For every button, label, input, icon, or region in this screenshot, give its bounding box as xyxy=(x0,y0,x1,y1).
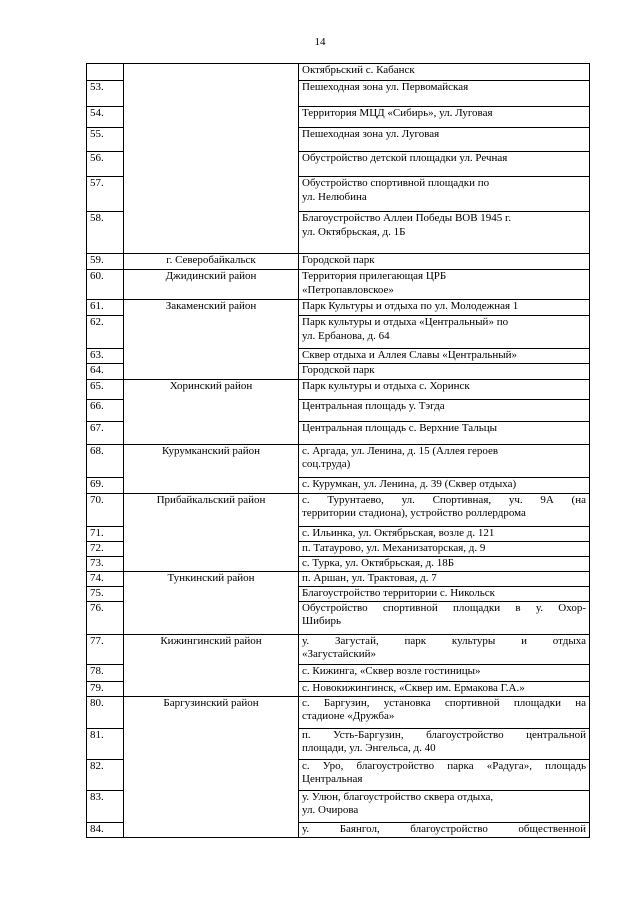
object-text-line: с. Курумкан, ул. Ленина, д. 39 (Сквер отдыха) xyxy=(302,477,517,490)
row-number: 73. xyxy=(87,556,124,571)
object-text-line: ул. Октябрьская, д. 1Б xyxy=(302,225,406,238)
object-text-line: Благоустройство территории с. Никольск xyxy=(302,586,495,599)
object-cell xyxy=(299,254,590,270)
row-number: 59. xyxy=(87,254,124,270)
object-cell xyxy=(299,363,590,379)
object-text-line: Центральная площадь у. Тэгда xyxy=(302,399,445,412)
row-number: 72. xyxy=(87,541,124,556)
object-text-line: п. Татаурово, ул. Механизаторская, д. 9 xyxy=(302,541,486,554)
row-number: 74. xyxy=(87,571,124,586)
object-cell xyxy=(299,128,590,152)
district-cell: Тункинский район xyxy=(124,571,299,634)
row-number: 80. xyxy=(87,696,124,728)
row-number: 67. xyxy=(87,421,124,444)
object-text-line: Парк культуры и отдыха с. Хоринск xyxy=(302,379,470,392)
table-row xyxy=(87,64,590,81)
row-number: 53. xyxy=(87,81,124,107)
row-number: 70. xyxy=(87,493,124,526)
object-text-line: «Петропавловское» xyxy=(302,283,394,296)
row-number: 66. xyxy=(87,399,124,421)
row-number: 71. xyxy=(87,526,124,541)
object-cell xyxy=(299,107,590,128)
object-text-line: Благоустройство Аллеи Победы ВОВ 1945 г. xyxy=(302,212,512,224)
object-text-line: Пешеходная зона ул. Первомайская xyxy=(302,81,469,93)
row-number: 56. xyxy=(87,152,124,177)
object-text-line: территории стадиона), устройство роллердрома xyxy=(302,507,526,519)
object-cell xyxy=(299,586,590,601)
district-cell: Кижингинский район xyxy=(124,634,299,696)
row-number: 64. xyxy=(87,363,124,379)
object-text-line: Парк Культуры и отдыха по ул. Молодежная 1 xyxy=(302,300,519,312)
object-text-line: с. Уро, благоустройство парка «Радуга», площадь xyxy=(302,759,586,772)
object-cell xyxy=(299,601,590,634)
object-text-line: у. Улюн, благоустройство сквера отдыха, xyxy=(302,790,494,803)
district-cell: Закаменский район xyxy=(124,300,299,380)
object-text-line: с. Ильинка, ул. Октябрьская, возле д. 121 xyxy=(302,526,495,539)
object-cell xyxy=(299,541,590,556)
object-cell xyxy=(299,270,590,300)
object-text-line: п. Усть-Баргузин, благоустройство центральной xyxy=(302,728,586,741)
table-row xyxy=(87,493,590,526)
page-number: 14 xyxy=(314,36,326,48)
object-cell xyxy=(299,444,590,477)
object-text-line: ул. Ербанова, д. 64 xyxy=(302,329,390,342)
object-cell xyxy=(299,634,590,664)
object-text-line: Октябрьский с. Кабанск xyxy=(302,64,415,76)
object-cell xyxy=(299,152,590,177)
object-text-line: площади, ул. Энгельса, д. 40 xyxy=(302,742,436,754)
table-body xyxy=(87,64,590,838)
district-cell: Курумканский район xyxy=(124,444,299,493)
district-cell: Хоринский район xyxy=(124,379,299,444)
table-row xyxy=(87,571,590,586)
object-cell xyxy=(299,571,590,586)
object-text-line: Центральная площадь с. Верхние Тальцы xyxy=(302,421,498,434)
object-text-line: соц.труда) xyxy=(302,458,351,470)
object-text-line: Обустройство детской площадки ул. Речная xyxy=(302,152,508,164)
object-text-line: Городской парк xyxy=(302,363,375,376)
object-text-line: «Загустайский» xyxy=(302,648,376,660)
row-number: 68. xyxy=(87,444,124,477)
object-text-line: Парк культуры и отдыха «Центральный» по xyxy=(302,316,509,328)
object-text-line: Территория прилегающая ЦРБ xyxy=(302,270,447,282)
district-cell: Джидинский район xyxy=(124,270,299,300)
object-text-line: п. Аршан, ул. Трактовая, д. 7 xyxy=(302,571,437,584)
row-number: 60. xyxy=(87,270,124,300)
table-row xyxy=(87,270,590,300)
object-cell xyxy=(299,212,590,254)
row-number: 55. xyxy=(87,128,124,152)
object-text-line: Шибирь xyxy=(302,615,341,627)
object-text-line: ул. Нелюбина xyxy=(302,190,367,203)
object-text-line: с. Новокижингинск, «Сквер им. Ермакова Г.А.» xyxy=(302,681,525,694)
object-text-line: у. Загустай, парк культуры и отдыха xyxy=(302,634,586,647)
object-cell xyxy=(299,526,590,541)
object-cell xyxy=(299,421,590,444)
object-cell xyxy=(299,300,590,316)
district-cell: Прибайкальский район xyxy=(124,493,299,571)
object-cell xyxy=(299,759,590,790)
object-cell xyxy=(299,681,590,696)
object-text-line: Обустройство спортивной площадки по xyxy=(302,177,490,189)
object-text-line: с. Турка, ул. Октябрьская, д. 18Б xyxy=(302,556,455,569)
object-cell xyxy=(299,399,590,421)
object-cell xyxy=(299,556,590,571)
row-number: 79. xyxy=(87,681,124,696)
object-text-line: с. Турунтаево, ул. Спортивная, уч. 9А (на xyxy=(302,493,586,506)
district-cell xyxy=(124,64,299,254)
row-number: 78. xyxy=(87,664,124,681)
object-cell xyxy=(299,379,590,399)
object-cell xyxy=(299,822,590,837)
row-number xyxy=(87,64,124,81)
object-text-line: Пешеходная зона ул. Луговая xyxy=(302,128,440,140)
object-text-line: Обустройство спортивной площадки в у. Охор- xyxy=(302,601,586,614)
table-row xyxy=(87,634,590,664)
row-number: 54. xyxy=(87,107,124,128)
table-row xyxy=(87,300,590,316)
row-number: 63. xyxy=(87,349,124,364)
object-text-line: Центральная xyxy=(302,773,363,785)
object-text-line: у. Баянгол, благоустройство общественной xyxy=(302,822,586,835)
objects-table xyxy=(86,63,590,838)
object-text-line: Городской парк xyxy=(302,254,375,266)
object-text-line: с. Баргузин, установка спортивной площадки на xyxy=(302,696,586,709)
district-cell: г. Северобайкальск xyxy=(124,254,299,270)
row-number: 65. xyxy=(87,379,124,399)
object-cell xyxy=(299,790,590,822)
row-number: 83. xyxy=(87,790,124,822)
row-number: 61. xyxy=(87,300,124,316)
object-cell xyxy=(299,64,590,81)
row-number: 58. xyxy=(87,212,124,254)
object-cell xyxy=(299,728,590,759)
object-cell xyxy=(299,477,590,493)
table-row xyxy=(87,254,590,270)
object-text-line: с. Аргада, ул. Ленина, д. 15 (Аллея героев xyxy=(302,444,499,457)
row-number: 84. xyxy=(87,822,124,837)
row-number: 69. xyxy=(87,477,124,493)
table-row xyxy=(87,379,590,399)
object-cell xyxy=(299,493,590,526)
table-row xyxy=(87,444,590,477)
row-number: 62. xyxy=(87,316,124,349)
object-text-line: Территория МЦД «Сибирь», ул. Луговая xyxy=(302,107,493,119)
row-number: 75. xyxy=(87,586,124,601)
object-cell xyxy=(299,177,590,212)
row-number: 81. xyxy=(87,728,124,759)
object-cell xyxy=(299,696,590,728)
object-cell xyxy=(299,81,590,107)
object-cell xyxy=(299,316,590,349)
table-row xyxy=(87,696,590,728)
row-number: 76. xyxy=(87,601,124,634)
row-number: 82. xyxy=(87,759,124,790)
object-text-line: ул. Очирова xyxy=(302,804,359,816)
row-number: 77. xyxy=(87,634,124,664)
object-cell xyxy=(299,664,590,681)
row-number: 57. xyxy=(87,177,124,212)
object-text-line: с. Кижинга, «Сквер возле гостиницы» xyxy=(302,664,481,677)
object-cell xyxy=(299,349,590,364)
object-text-line: стадионе «Дружба» xyxy=(302,710,395,722)
object-text-line: Сквер отдыха и Аллея Славы «Центральный» xyxy=(302,349,518,361)
district-cell: Баргузинский район xyxy=(124,696,299,837)
